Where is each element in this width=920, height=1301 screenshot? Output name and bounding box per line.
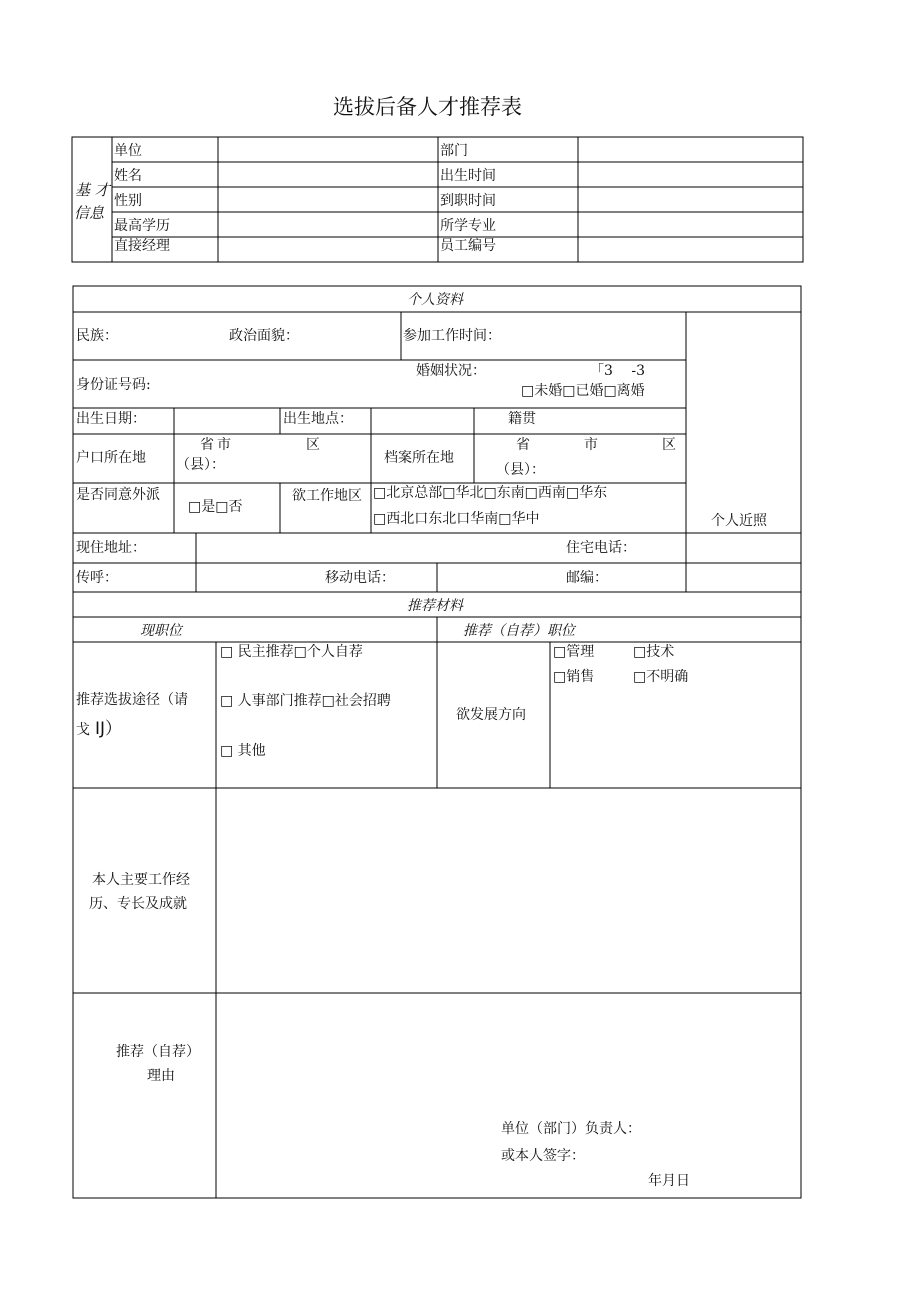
basic-info-label-1: 基 才 bbox=[75, 181, 110, 199]
label-department: 部门 bbox=[440, 143, 468, 159]
label-political: 政治面貌： bbox=[229, 328, 299, 344]
label-marital: 婚姻状况： bbox=[416, 363, 486, 379]
label-hukou: 户口所在地 bbox=[76, 450, 146, 466]
label-address: 现住地址： bbox=[76, 540, 146, 556]
label-agree-dispatch: 是否同意外派 bbox=[76, 487, 160, 503]
label-reason-1: 推荐（自荐） bbox=[116, 1044, 200, 1060]
path-option-2[interactable]: □ 人事部门推荐□社会招聘 bbox=[220, 693, 391, 709]
label-recommended-position: 推荐（自荐）职位 bbox=[463, 623, 575, 639]
archive-province: 省 bbox=[516, 437, 530, 453]
direction-undecided[interactable]: □不明确 bbox=[633, 669, 689, 685]
label-birth-time: 出生时间 bbox=[440, 168, 496, 184]
direction-sales[interactable]: □销售 bbox=[553, 669, 595, 685]
marital-marks: 「3 -3 bbox=[590, 363, 645, 379]
label-direction: 欲发展方向 bbox=[456, 707, 526, 723]
label-employee-no: 员工编号 bbox=[440, 238, 496, 254]
personal-header: 个人资料 bbox=[407, 292, 463, 308]
hukou-county: （县）： bbox=[176, 457, 225, 473]
marital-options[interactable]: □未婚□已婚□离婚 bbox=[521, 383, 645, 399]
path-option-1[interactable]: □ 民主推荐□个人自荐 bbox=[220, 644, 363, 660]
label-birth-place: 出生地点： bbox=[283, 411, 353, 427]
direction-management[interactable]: □管理 bbox=[553, 644, 595, 660]
label-native-place: 籍贯 bbox=[508, 411, 536, 427]
signer-label-2: 或本人签字： bbox=[501, 1148, 585, 1164]
recommend-header: 推荐材料 bbox=[407, 598, 463, 614]
label-pager: 传呼： bbox=[76, 570, 118, 586]
label-ethnicity: 民族： bbox=[76, 328, 118, 344]
hukou-province-city: 省市 bbox=[200, 437, 234, 453]
label-major: 所学专业 bbox=[440, 218, 496, 234]
label-postcode: 邮编： bbox=[566, 570, 608, 586]
label-path-2: 戈 bbox=[76, 722, 90, 738]
label-experience-2: 历、专长及成就 bbox=[89, 896, 187, 912]
label-desired-region: 欲工作地区 bbox=[292, 488, 362, 504]
region-options-2[interactable]: □西北口东北口华南□华中 bbox=[373, 511, 540, 527]
signer-label-1: 单位（部门）负责人： bbox=[501, 1121, 641, 1137]
label-path-3: IJ） bbox=[95, 719, 123, 739]
label-name: 姓名 bbox=[114, 168, 142, 184]
date-label: 年月日 bbox=[648, 1173, 690, 1189]
label-birth-date: 出生日期： bbox=[76, 411, 146, 427]
page-title: 选拔后备人才推荐表 bbox=[333, 95, 522, 119]
label-unit: 单位 bbox=[114, 143, 142, 159]
region-options-1[interactable]: □北京总部□华北□东南□西南□华东 bbox=[373, 485, 608, 501]
label-path-1: 推荐选拔途径（请 bbox=[76, 692, 188, 708]
archive-city: 市 bbox=[584, 437, 598, 453]
agree-yes-no[interactable]: □是□否 bbox=[188, 499, 243, 515]
label-experience-1: 本人主要工作经 bbox=[92, 872, 190, 888]
label-education: 最高学历 bbox=[114, 218, 170, 234]
label-reason-2: 理由 bbox=[147, 1068, 175, 1084]
label-join-time: 到职时间 bbox=[440, 193, 496, 209]
direction-technical[interactable]: □技术 bbox=[633, 644, 675, 660]
label-gender: 性别 bbox=[114, 193, 142, 209]
archive-district: 区 bbox=[662, 437, 676, 453]
label-mobile: 移动电话： bbox=[325, 570, 395, 586]
basic-info-label-2: 信息 bbox=[74, 204, 105, 222]
label-current-position: 现职位 bbox=[140, 623, 182, 639]
label-home-phone: 住宅电话： bbox=[566, 540, 636, 556]
label-archive: 档案所在地 bbox=[384, 450, 454, 466]
label-manager: 直接经理 bbox=[114, 238, 170, 254]
path-option-3[interactable]: □ 其他 bbox=[220, 743, 266, 759]
archive-county: （县）： bbox=[496, 462, 545, 478]
label-work-start: 参加工作时间： bbox=[403, 328, 501, 344]
photo-label: 个人近照 bbox=[711, 513, 767, 529]
label-id-number: 身份证号码: bbox=[76, 377, 151, 393]
hukou-district: 区 bbox=[306, 437, 320, 453]
